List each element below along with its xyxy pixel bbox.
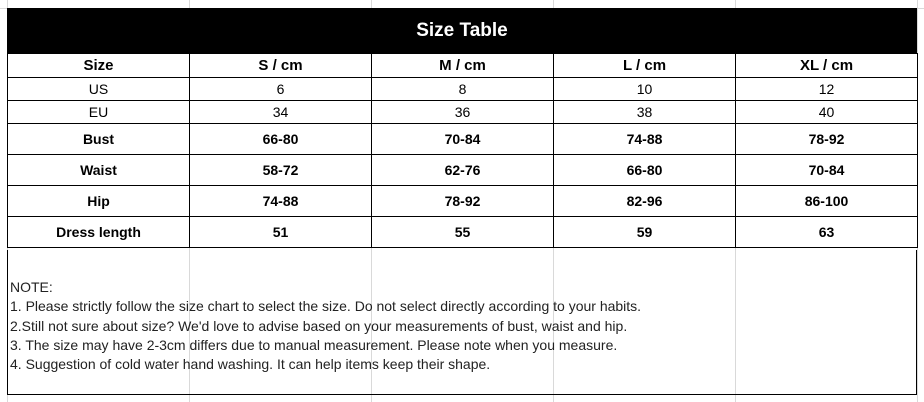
- row-label: US: [8, 78, 190, 101]
- table-cell: 55: [372, 217, 554, 248]
- size-sheet: [7, 8, 917, 395]
- table-cell: 62-76: [372, 155, 554, 186]
- table-cell: 70-84: [372, 124, 554, 155]
- table-cell: 74-88: [190, 186, 372, 217]
- header-cell: M / cm: [372, 54, 554, 78]
- table-header-row: [8, 54, 918, 78]
- table-row: [8, 155, 918, 186]
- table-cell: 59: [554, 217, 736, 248]
- note-item: 1. Please strictly follow the size chart to select the size. Do not select directly according to your habits.: [10, 298, 642, 315]
- table-cell: 10: [554, 78, 736, 101]
- table-cell: 40: [736, 101, 918, 124]
- header-cell: XL / cm: [736, 54, 918, 78]
- page-title: Size Table: [416, 19, 508, 41]
- row-label: Hip: [8, 186, 190, 217]
- table-cell: 66-80: [190, 124, 372, 155]
- row-label: Bust: [8, 124, 190, 155]
- table-cell: 66-80: [554, 155, 736, 186]
- table-cell: 63: [736, 217, 918, 248]
- table-cell: 36: [372, 101, 554, 124]
- size-table: [7, 53, 918, 248]
- table-cell: 8: [372, 78, 554, 101]
- header-cell: L / cm: [554, 54, 736, 78]
- notes-heading: NOTE:: [10, 279, 53, 295]
- table-cell: 78-92: [372, 186, 554, 217]
- table-cell: 78-92: [736, 124, 918, 155]
- table-row: [8, 124, 918, 155]
- table-row: [8, 78, 918, 101]
- table-cell: 74-88: [554, 124, 736, 155]
- title-bar: [7, 8, 917, 53]
- row-label: Waist: [8, 155, 190, 186]
- note-item: 3. The size may have 2-3cm differs due to manual measurement. Please note when you measure.: [10, 336, 618, 353]
- note-item: 4. Suggestion of cold water hand washing. It can help items keep their shape.: [10, 356, 491, 373]
- table-cell: 6: [190, 78, 372, 101]
- table-cell: 34: [190, 101, 372, 124]
- table-cell: 82-96: [554, 186, 736, 217]
- row-label: EU: [8, 101, 190, 124]
- table-row: [8, 186, 918, 217]
- header-cell: S / cm: [190, 54, 372, 78]
- header-cell: Size: [8, 54, 190, 78]
- table-cell: 38: [554, 101, 736, 124]
- table-cell: 12: [736, 78, 918, 101]
- row-label: Dress length: [8, 217, 190, 248]
- table-cell: 70-84: [736, 155, 918, 186]
- notes-box: [7, 250, 917, 395]
- table-cell: 58-72: [190, 155, 372, 186]
- table-row: [8, 217, 918, 248]
- table-row: [8, 101, 918, 124]
- table-cell: 86-100: [736, 186, 918, 217]
- table-cell: 51: [190, 217, 372, 248]
- note-item: 2.Still not sure about size? We'd love to advise based on your measurements of bust, waist and hip.: [10, 317, 628, 334]
